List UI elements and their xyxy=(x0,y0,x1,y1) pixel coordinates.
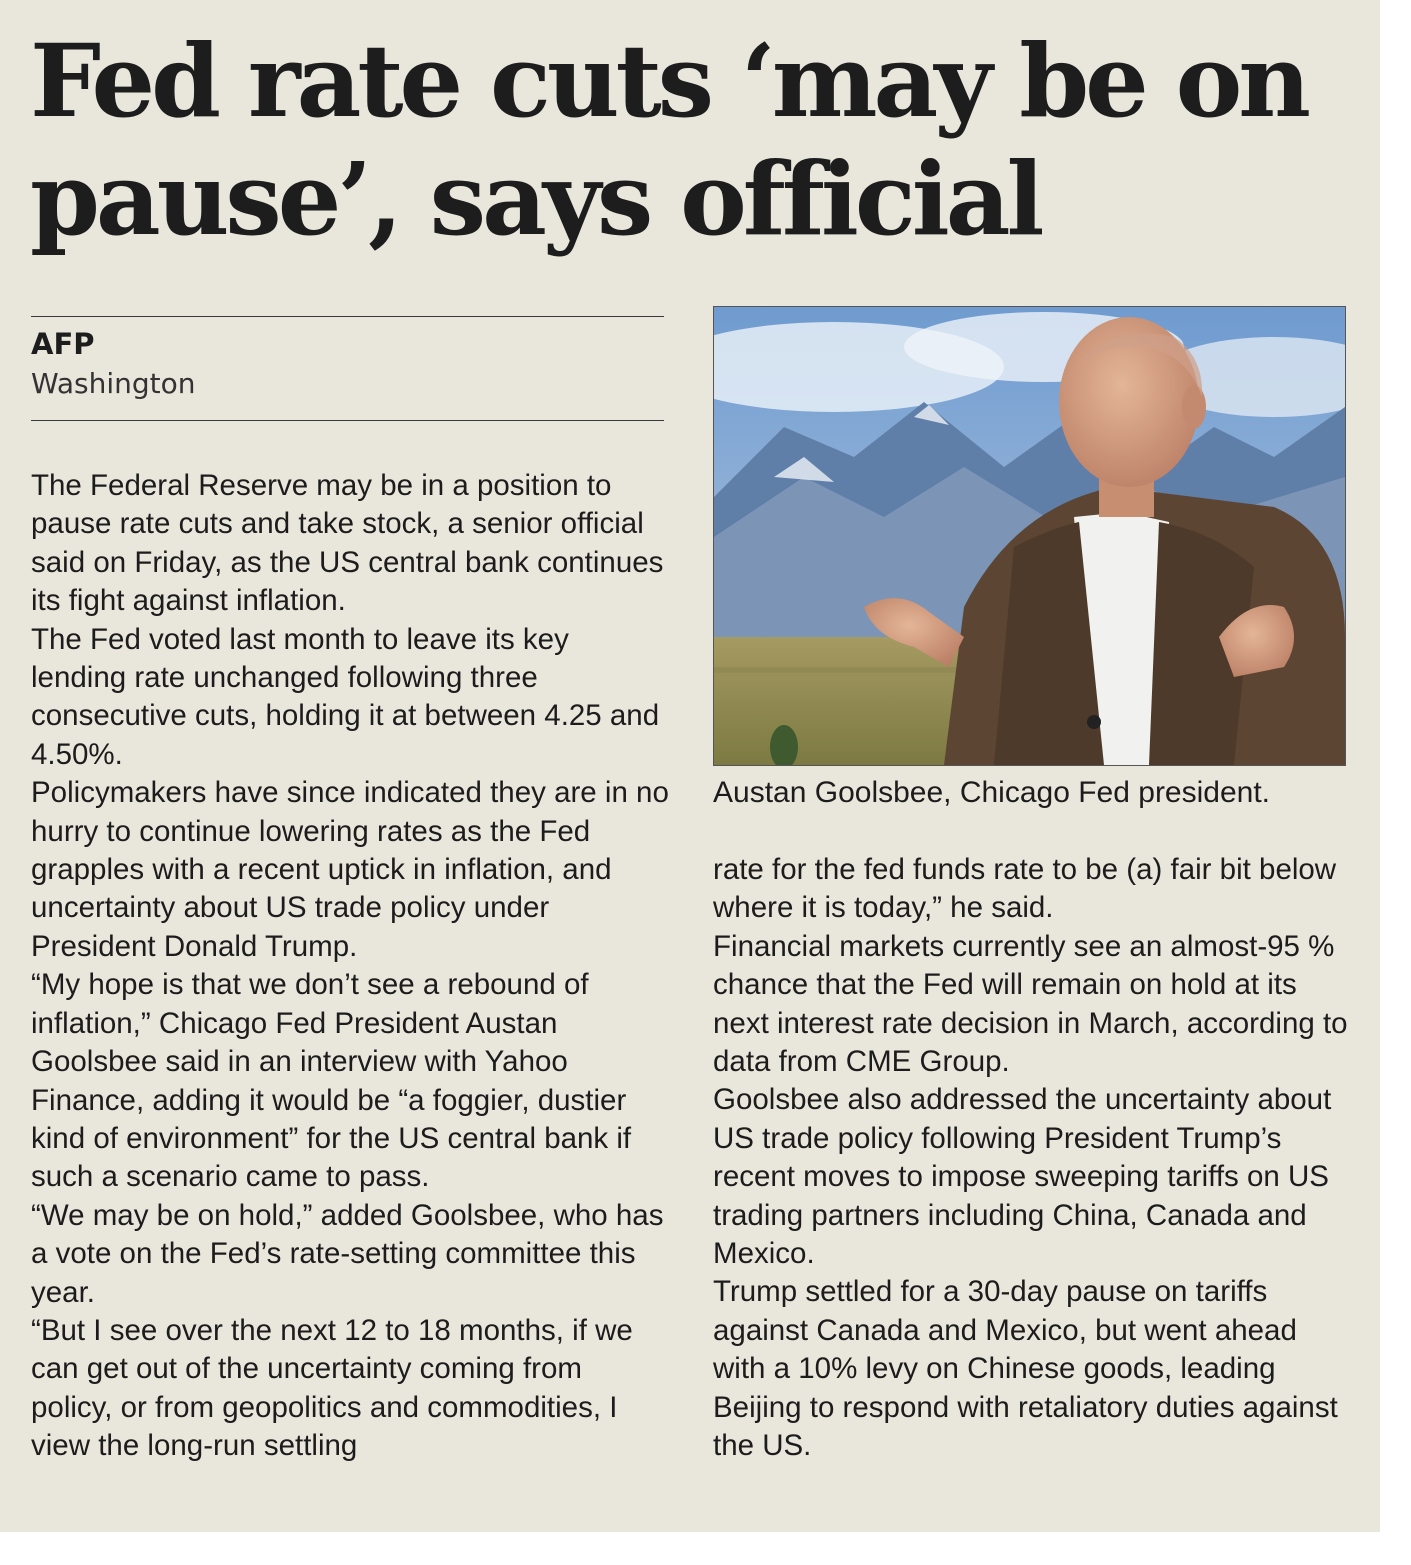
dateline: Washington xyxy=(31,367,196,400)
headline-line-1: Fed rate cuts ‘may be on xyxy=(30,22,1307,140)
news-photo xyxy=(713,306,1346,766)
article-column-right xyxy=(713,851,1353,1466)
headline-line-2: pause’, says official xyxy=(30,140,1041,258)
byline-rule-top xyxy=(31,316,664,317)
paragraph: The Federal Reserve may be in a position to pause rate cuts and take stock, a senior official said on Friday, as the US central bank continues its fight against inflation. xyxy=(31,469,664,618)
byline: AFP xyxy=(31,327,95,361)
paragraph: “But I see over the next 12 to 18 months, if we can get out of the uncertainty coming from policy, or from geopolitics and commodities, I view the long-run settling xyxy=(31,1313,633,1463)
paragraph: Financial markets currently see an almost-95 % chance that the Fed will remain on hold at its next interest rate decision in March, according to data from CME Group. xyxy=(713,929,1348,1079)
paragraph: rate for the fed funds rate to be (a) fair bit below where it is today,” he said. xyxy=(713,853,1337,925)
byline-rule-bottom xyxy=(31,420,664,421)
paragraph: Policymakers have since indicated they are in no hurry to continue lowering rates as the Fed grapples with a recent uptick in inflation, and uncertainty about US trade policy under President Donald Trump. xyxy=(31,776,669,963)
paragraph: The Fed voted last month to leave its key lending rate unchanged following three consecutive cuts, holding it at between 4.25 and 4.50%. xyxy=(31,622,660,771)
article-column-left xyxy=(31,467,671,1466)
headline xyxy=(30,22,1360,258)
paragraph: Goolsbee also addressed the uncertainty about US trade policy following President Trump’s recent moves to impose sweeping tariffs on US trading partners including China, Canada and Mexico. xyxy=(713,1083,1332,1271)
paragraph: “We may be on hold,” added Goolsbee, who has a vote on the Fed’s rate-setting committee this year. xyxy=(31,1198,664,1309)
photo-caption: Austan Goolsbee, Chicago Fed president. xyxy=(713,776,1271,809)
paragraph: “My hope is that we don’t see a rebound of inflation,” Chicago Fed President Austan Goolsbee said in an interview with Yahoo Finance, adding it would be “a foggier, dustier kind of environment” for the US central bank if such a scenario came to pass. xyxy=(31,968,632,1194)
paragraph: Trump settled for a 30-day pause on tariffs against Canada and Mexico, but went ahead with a 10% levy on Chinese goods, leading Beijing to respond with retaliatory duties against the US. xyxy=(713,1275,1338,1463)
